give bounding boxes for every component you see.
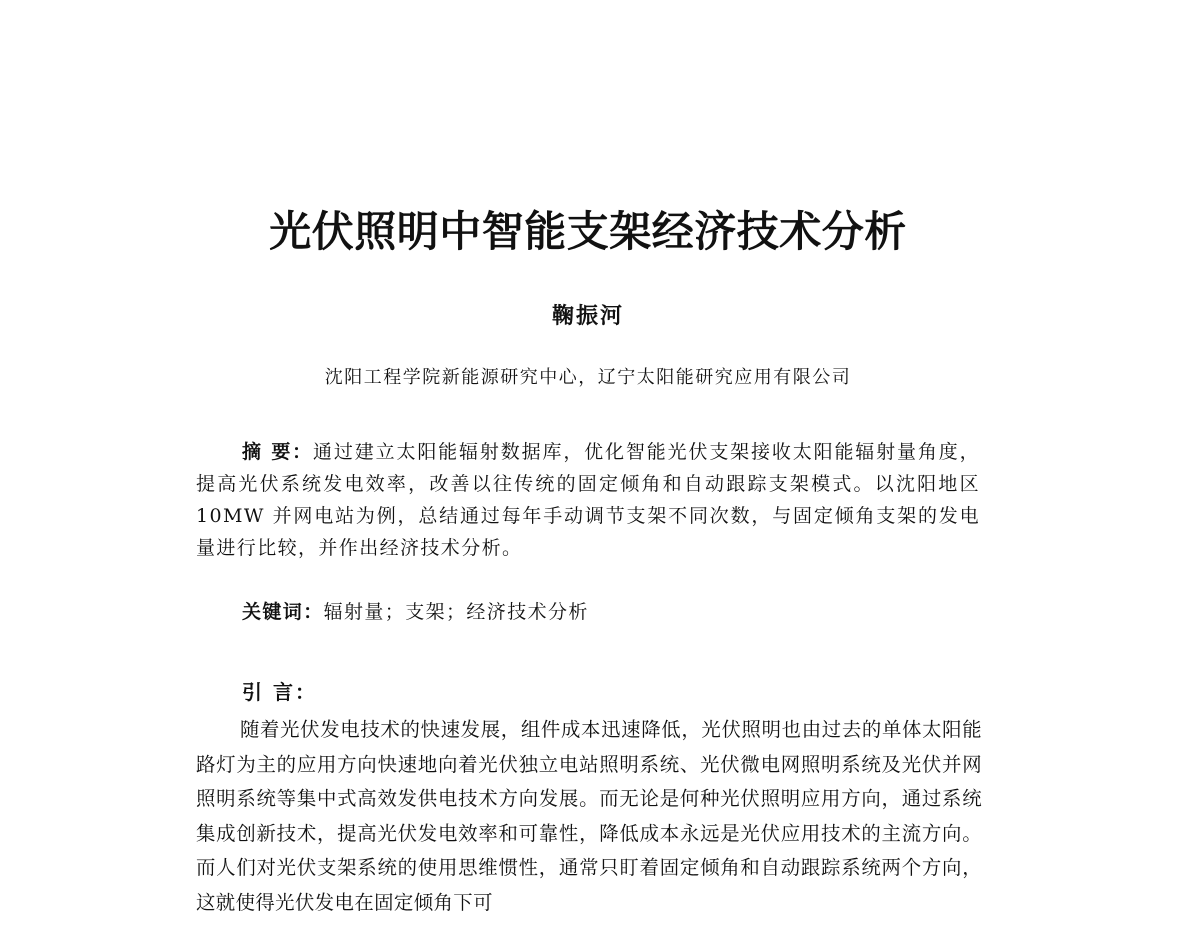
author-name: 鞠振河 xyxy=(551,303,624,329)
keywords-text: 辐射量；支架；经济技术分析 xyxy=(323,601,589,623)
keywords-label: 关键词： xyxy=(242,601,324,623)
author-affiliation: 沈阳工程学院新能源研究中心，辽宁太阳能研究应用有限公司 xyxy=(324,367,852,388)
paper-title: 光伏照明中智能支架经济技术分析 xyxy=(269,207,907,256)
abstract-block xyxy=(196,436,980,564)
keywords-line xyxy=(242,596,589,628)
introduction-paragraph: 随着光伏发电技术的快速发展，组件成本迅速降低，光伏照明也由过去的单体太阳能路灯为主的应用方向快速地向着光伏独立电站照明系统、光伏微电网照明系统及光伏并网照明系统等集中式高效发供电技术方向发展。而无论是何种光伏照明应用方向，通过系统集成创新技术，提高光伏发电效率和可靠性，降低成本永远是光伏应用技术的主流方向。而人们对光伏支架系统的使用思维惯性，通常只盯着固定倾角和自动跟踪系统两个方向，这就使得光伏发电在固定倾角下可 xyxy=(196,718,982,914)
introduction-heading: 引 言： xyxy=(242,680,317,704)
abstract-label: 摘 要： xyxy=(242,441,314,463)
abstract-text: 通过建立太阳能辐射数据库，优化智能光伏支架接收太阳能辐射量角度，提高光伏系统发电效率，改善以往传统的固定倾角和自动跟踪支架模式。以沈阳地区 10MW 并网电站为例，总结通过每年手动调节支架不同次数，与固定倾角支架的发电量进行比较，并作出经济技术分析。 xyxy=(196,441,980,559)
